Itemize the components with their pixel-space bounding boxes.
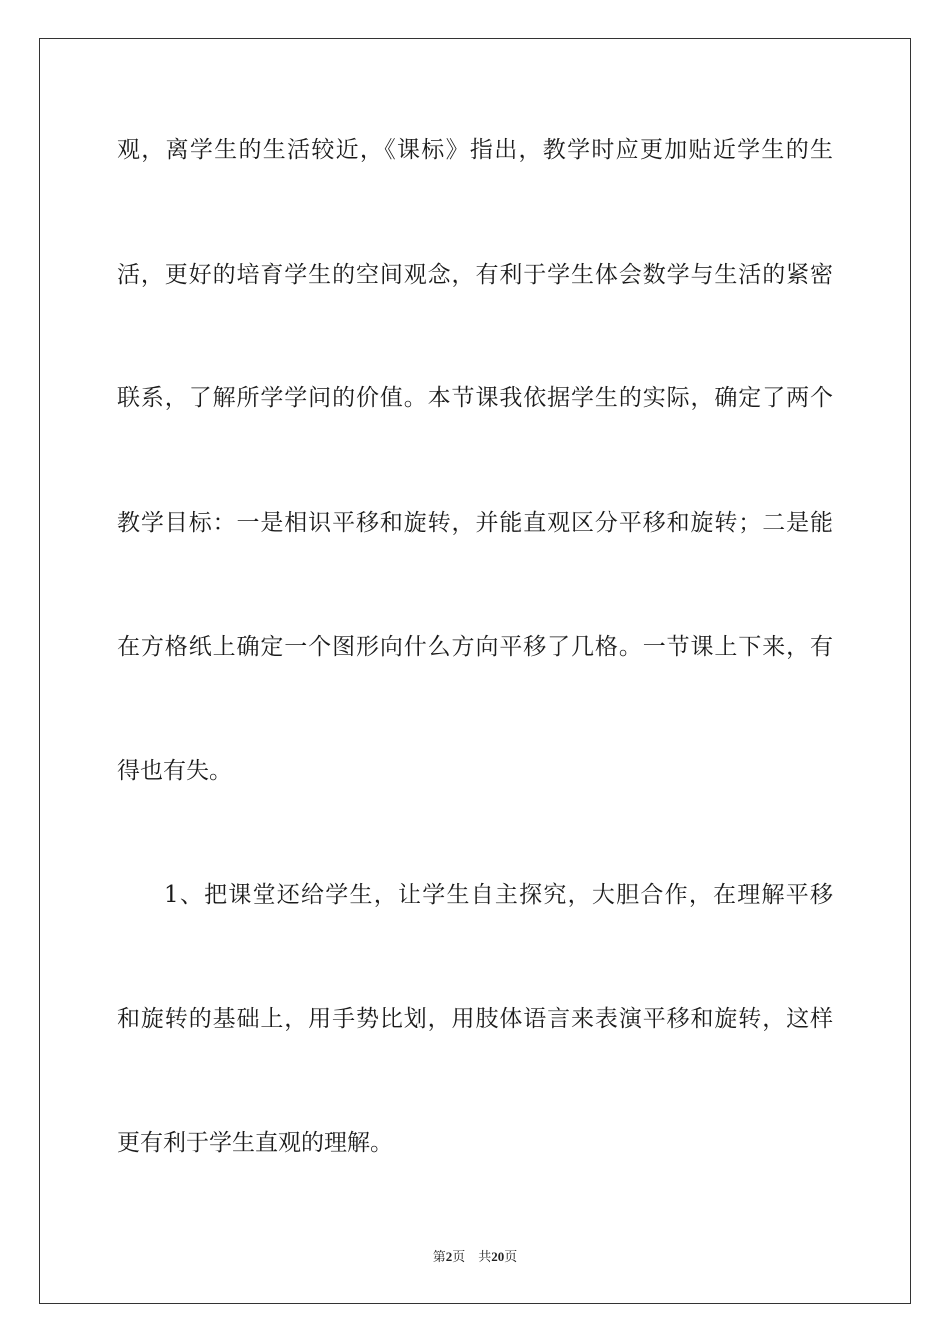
body-text-line: 联系，了解所学学问的价值。本节课我依据学生的实际，确定了两个	[117, 385, 833, 411]
body-text-line: 得也有失。	[117, 758, 232, 784]
body-text-line: 在方格纸上确定一个图形向什么方向平移了几格。一节课上下来，有	[117, 634, 833, 660]
body-text-line: 观，离学生的生活较近，《课标》指出，教学时应更加贴近学生的生	[117, 137, 833, 163]
total-page-count: 20	[491, 1249, 505, 1264]
body-text-line: 更有利于学生直观的理解。	[117, 1130, 393, 1156]
page-footer	[0, 1248, 950, 1267]
body-text-line: 教学目标：一是相识平移和旋转，并能直观区分平移和旋转；二是能	[117, 510, 833, 536]
current-page-number: 2	[445, 1249, 453, 1264]
body-text-line: 活，更好的培育学生的空间观念，有利于学生体会数学与生活的紧密	[117, 262, 833, 288]
numbered-paragraph-line: 1、把课堂还给学生，让学生自主探究，大胆合作，在理解平移	[164, 882, 833, 908]
page-border	[39, 38, 911, 1304]
body-text-line: 和旋转的基础上，用手势比划，用肢体语言来表演平移和旋转，这样	[117, 1006, 833, 1032]
footer-mid: 页 共	[452, 1250, 492, 1265]
footer-suffix: 页	[504, 1250, 518, 1265]
footer-prefix: 第	[432, 1250, 446, 1265]
